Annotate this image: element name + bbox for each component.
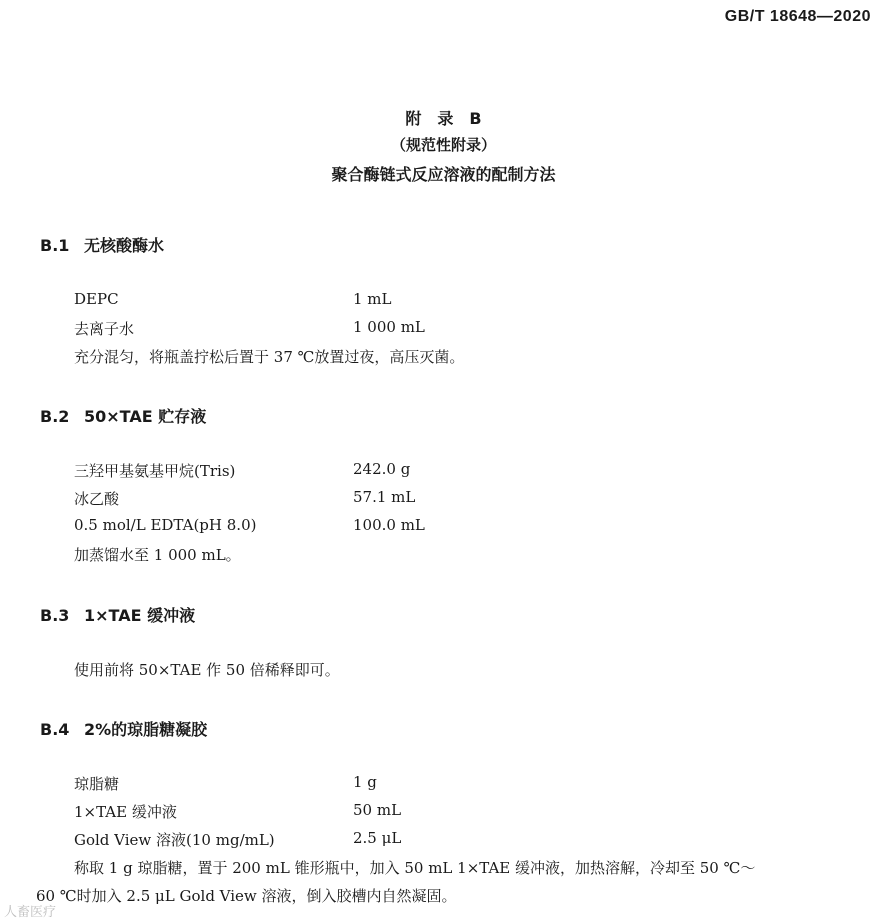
reagent-amount: 242.0 g xyxy=(353,460,411,478)
reagent-name: 去离子水 xyxy=(74,320,135,338)
section-note-line-2: 60 ℃时加入 2.5 μL Gold View 溶液，倒入胶槽内自然凝固。 xyxy=(36,887,457,905)
reagent-name: 0.5 mol/L EDTA(pH 8.0) xyxy=(74,516,257,534)
reagent-amount: 2.5 μL xyxy=(353,829,402,847)
section-heading-b1 xyxy=(40,233,164,256)
appendix-name: 聚合酶链式反应溶液的配制方法 xyxy=(331,165,556,184)
section-note: 使用前将 50×TAE 作 50 倍稀释即可。 xyxy=(74,661,340,679)
section-title: 1×TAE 缓冲液 xyxy=(84,606,196,625)
section-title: 2%的琼脂糖凝胶 xyxy=(84,720,208,739)
section-title: 50×TAE 贮存液 xyxy=(84,407,207,426)
section-note: 加蒸馏水至 1 000 mL。 xyxy=(74,546,241,564)
reagent-name: 琼脂糖 xyxy=(74,775,120,793)
section-heading-b2 xyxy=(40,404,206,427)
reagent-amount: 50 mL xyxy=(353,801,402,819)
section-number: B.1 xyxy=(40,236,70,255)
section-number: B.3 xyxy=(40,606,70,625)
reagent-name: 1×TAE 缓冲液 xyxy=(74,803,177,821)
reagent-amount: 57.1 mL xyxy=(353,488,416,506)
reagent-name: 三羟甲基氨基甲烷(Tris) xyxy=(74,462,236,480)
standard-number: GB/T 18648—2020 xyxy=(724,8,871,25)
section-note-line-1: 称取 1 g 琼脂糖，置于 200 mL 锥形瓶中，加入 50 mL 1×TAE 缓冲液，加热溶解，冷却至 50 ℃～ xyxy=(74,859,756,877)
appendix-type: （规范性附录） xyxy=(390,136,496,154)
watermark: 人畜医疗 xyxy=(4,905,57,920)
reagent-amount: 100.0 mL xyxy=(353,516,425,534)
section-title: 无核酸酶水 xyxy=(84,236,165,255)
section-number: B.4 xyxy=(40,720,70,739)
appendix-title: 附 录 B xyxy=(405,109,482,128)
section-number: B.2 xyxy=(40,407,70,426)
reagent-amount: 1 000 mL xyxy=(353,318,425,336)
section-heading-b4 xyxy=(40,717,207,740)
reagent-name: 冰乙酸 xyxy=(74,490,120,508)
reagent-name: DEPC xyxy=(74,290,119,308)
reagent-amount: 1 g xyxy=(353,773,377,791)
section-note: 充分混匀，将瓶盖拧松后置于 37 ℃放置过夜，高压灭菌。 xyxy=(74,348,465,366)
reagent-amount: 1 mL xyxy=(353,290,392,308)
section-heading-b3 xyxy=(40,603,195,626)
reagent-name: Gold View 溶液(10 mg/mL) xyxy=(74,831,275,849)
